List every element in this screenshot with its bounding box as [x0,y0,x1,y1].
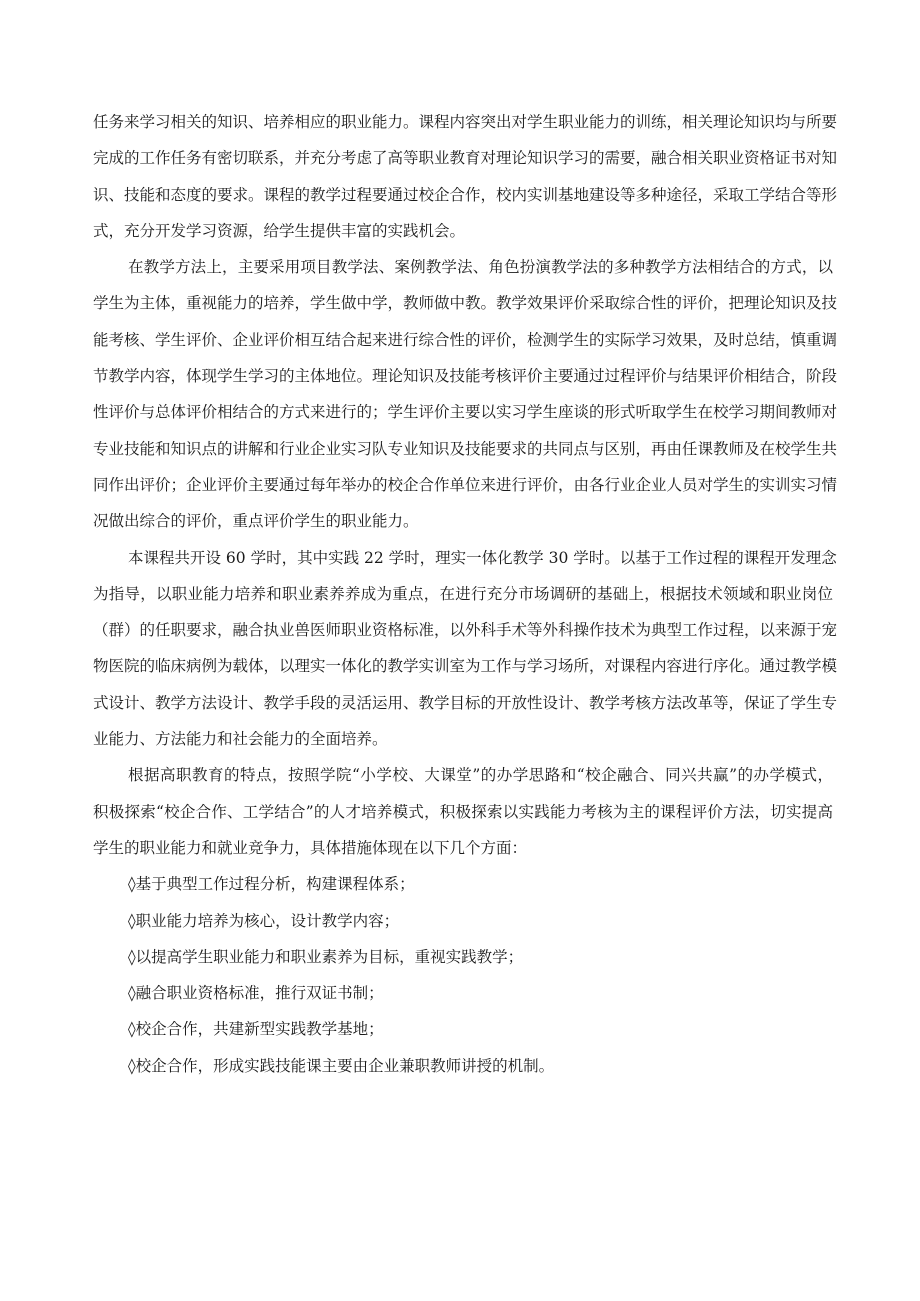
paragraph-course-content [93,104,838,249]
list-item: ◊校企合作，形成实践技能课主要由企业兼职教师讲授的机制。 [128,1056,555,1075]
text-line: 任务来学习相关的知识、培养相应的职业能力。课程内容突出对学生职业能力的训练，相关理论知识均与所要 [93,113,838,131]
measures-list [93,866,833,1084]
list-item: ◊校企合作，共建新型实践教学基地； [128,1020,384,1039]
list-item: ◊融合职业资格标准，推行双证书制； [128,984,384,1003]
text-line: 学生的职业能力和就业竞争力，具体措施体现在以下几个方面： [93,838,528,857]
text-line: 物医院的临床病例为载体，以理实一体化的教学实训室为工作与学习场所，对课程内容进行序化。通过教学模 [93,657,838,676]
text-line: 同作出评价；企业评价主要通过每年举办的校企合作单位来进行评价，由各行业企业人员对学生的实训实习情 [93,475,838,494]
text-line: 式设计、教学方法设计、教学手段的灵活运用、教学目标的开放性设计、教学考核方法改革等，保证了学生专 [93,693,838,712]
paragraph-teaching-methods [93,249,838,539]
text-line: 学生为主体，重视能力的培养，学生做中学，教师做中教。教学效果评价采取综合性的评价，把理论知识及技 [93,294,838,313]
text-line: 根据高职教育的特点，按照学院“小学校、大课堂”的办学思路和“校企融合、同兴共赢”的办学模式， [128,766,833,785]
text-line: 完成的工作任务有密切联系，并充分考虑了高等职业教育对理论知识学习的需要，融合相关职业资格证书对知 [93,149,838,168]
text-line: 节教学内容，体现学生学习的主体地位。理论知识及技能考核评价主要通过过程评价与结果评价相结合，阶段 [93,367,838,386]
paragraph-measures-intro [93,757,833,866]
text-line: 式，充分开发学习资源，给学生提供丰富的实践机会。 [93,221,466,240]
list-item: ◊以提高学生职业能力和职业素养为目标，重视实践教学； [128,947,524,966]
text-line: 业能力、方法能力和社会能力的全面培养。 [93,730,388,749]
text-line: 为指导，以职业能力培养和职业素养养成为重点，在进行充分市场调研的基础上，根据技术领域和职业岗位 [93,584,833,603]
document-page [93,104,838,1084]
text-line: （群）的任职要求，融合执业兽医师职业资格标准，以外科手术等外科操作技术为典型工作过程，以来源于宠 [93,621,838,640]
paragraph-course-hours [93,540,838,758]
text-line: 在教学方法上，主要采用项目教学法、案例教学法、角色扮演教学法的多种教学方法相结合的方式，以 [128,258,833,277]
text-line: 况做出综合的评价，重点评价学生的职业能力。 [93,512,419,531]
text-line: 本课程共开设 60 学时，其中实践 22 学时，理实一体化教学 30 学时。以基于工作过程的课程开发理念 [128,548,837,567]
list-item: ◊基于典型工作过程分析，构建课程体系； [128,875,415,894]
text-line: 性评价与总体评价相结合的方式来进行的；学生评价主要以实习学生座谈的形式听取学生在校学习期间教师对 [93,403,838,422]
list-item: ◊职业能力培养为核心，设计教学内容； [128,911,400,930]
text-line: 能考核、学生评价、企业评价相互结合起来进行综合性的评价，检测学生的实际学习效果，及时总结，慎重调 [93,330,838,349]
text-line: 识、技能和态度的要求。课程的教学过程要通过校企合作，校内实训基地建设等多种途径，采取工学结合等形 [93,185,838,204]
text-line: 积极探索“校企合作、工学结合”的人才培养模式，积极探索以实践能力考核为主的课程评价方法，切实提高 [93,802,833,821]
text-line: 专业技能和知识点的讲解和行业企业实习队专业知识及技能要求的共同点与区别，再由任课教师及在校学生共 [93,439,838,458]
